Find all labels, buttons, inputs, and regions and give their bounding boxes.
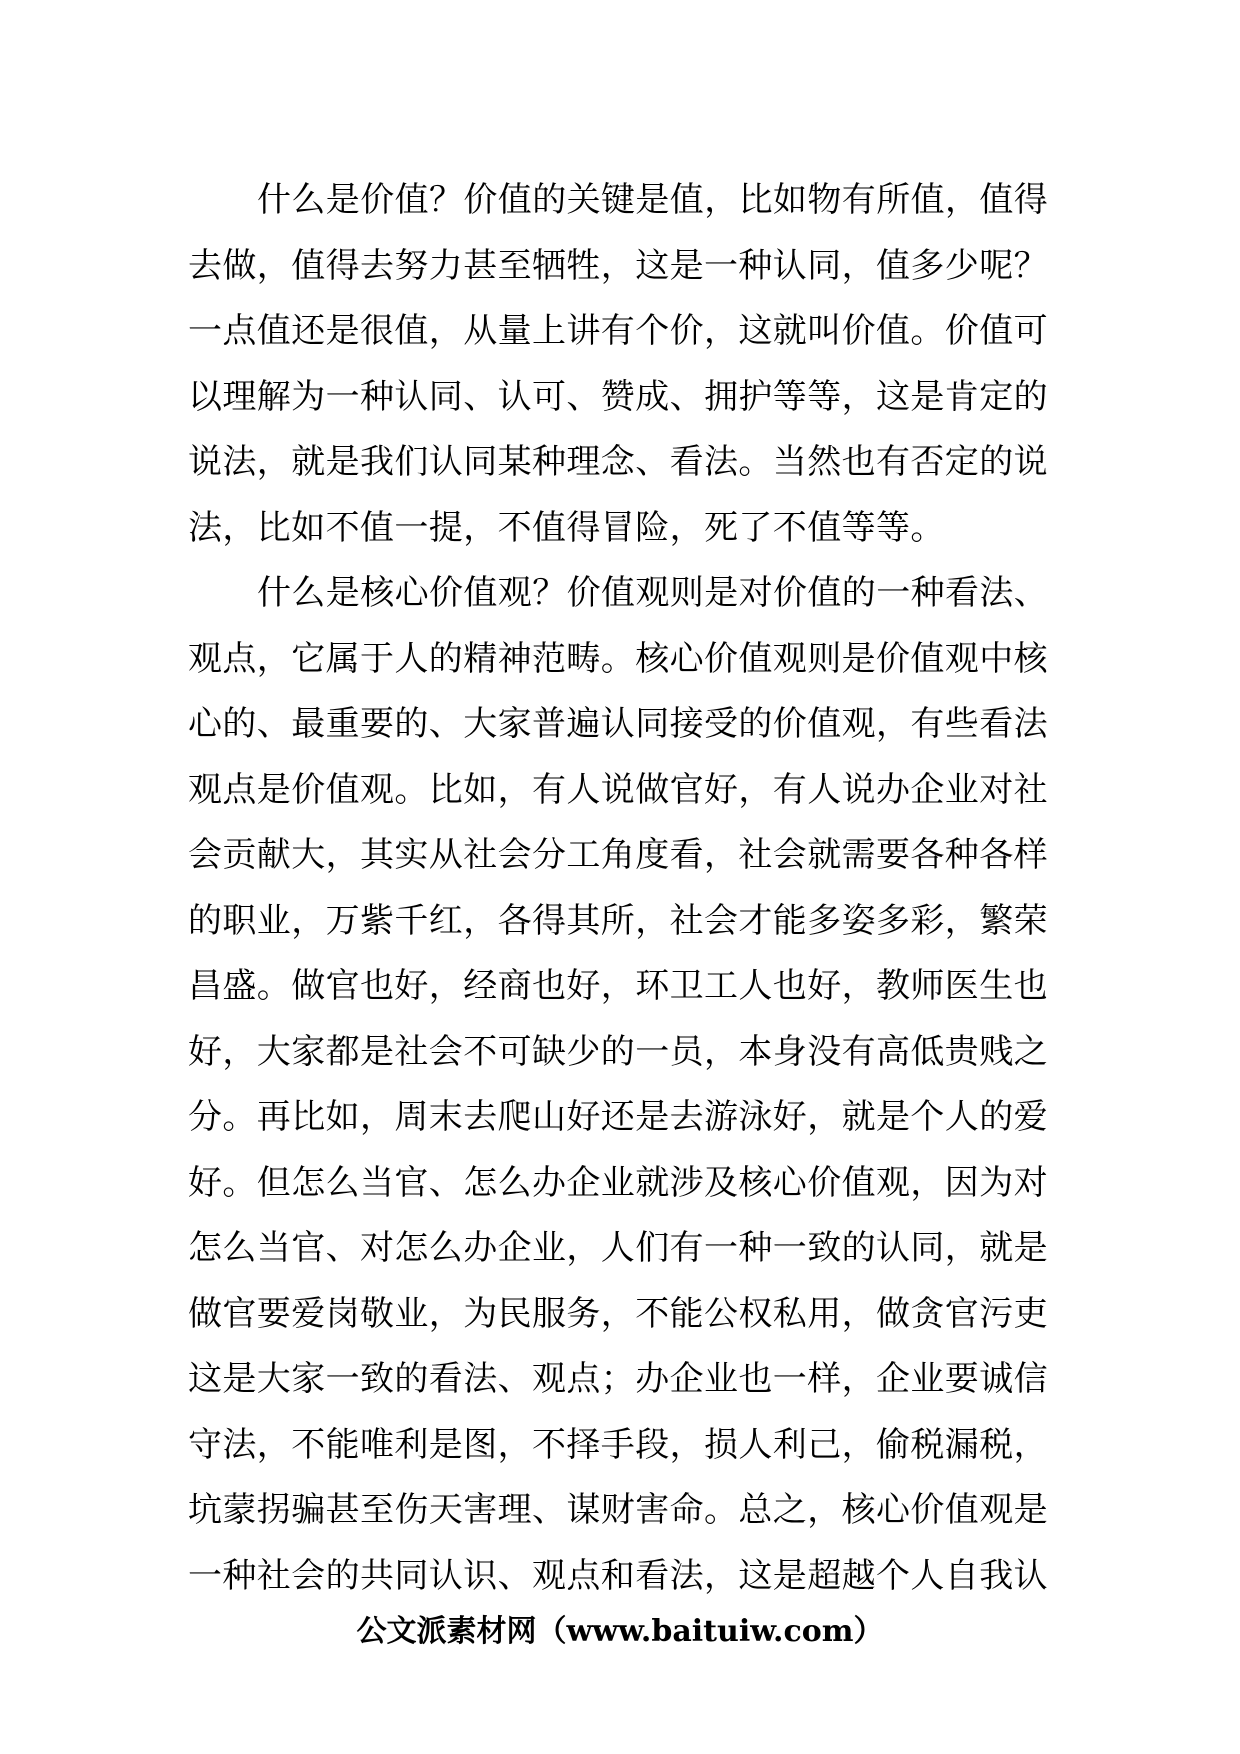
text-line: 坑蒙拐骗甚至伤天害理、谋财害命。总之，核心价值观是 xyxy=(188,1490,1048,1530)
text-line: 说法，就是我们认同某种理念、看法。当然也有否定的说 xyxy=(188,442,1048,482)
text-line: 这是大家一致的看法、观点；办企业也一样，企业要诚信 xyxy=(188,1359,1048,1399)
text-line: 好。但怎么当官、怎么办企业就涉及核心价值观，因为对 xyxy=(188,1162,1048,1203)
body-text xyxy=(188,168,1064,1609)
page-footer: 公文派素材网（www.baituiw.com） xyxy=(356,1614,884,1649)
text-line: 去做，值得去努力甚至牺牲，这是一种认同，值多少呢？ xyxy=(188,245,1048,286)
text-line: 做官要爱岗敬业，为民服务，不能公权私用，做贪官污吏 xyxy=(188,1293,1048,1334)
text-line: 怎么当官、对怎么办企业，人们有一种一致的认同，就是 xyxy=(188,1228,1048,1268)
text-line: 好，大家都是社会不可缺少的一员，本身没有高低贵贱之 xyxy=(188,1031,1048,1072)
text-line: 心的、最重要的、大家普遍认同接受的价值观，有些看法 xyxy=(188,704,1048,744)
text-line: 以理解为一种认同、认可、赞成、拥护等等，这是肯定的 xyxy=(188,376,1048,417)
text-line: 观点是价值观。比如，有人说做官好，有人说办企业对社 xyxy=(188,769,1048,810)
text-line: 一点值还是很值，从量上讲有个价，这就叫价值。价值可 xyxy=(188,311,1048,351)
paragraph-2 xyxy=(188,561,1064,1609)
paragraph-1 xyxy=(188,168,1064,561)
text-line: 什么是核心价值观？价值观则是对价值的一种看法、 xyxy=(257,573,1049,613)
text-line: 法，比如不值一提，不值得冒险，死了不值等等。 xyxy=(188,507,945,548)
text-line: 会贡献大，其实从社会分工角度看，社会就需要各种各样 xyxy=(188,835,1048,875)
text-line: 分。再比如，周末去爬山好还是去游泳好，就是个人的爱 xyxy=(188,1097,1048,1137)
text-line: 守法，不能唯利是图，不择手段，损人利己，偷税漏税， xyxy=(188,1424,1048,1465)
text-line: 的职业，万紫千红，各得其所，社会才能多姿多彩，繁荣 xyxy=(188,900,1048,941)
text-line: 什么是价值？价值的关键是值，比如物有所值，值得 xyxy=(257,180,1049,220)
text-line: 昌盛。做官也好，经商也好，环卫工人也好，教师医生也 xyxy=(188,966,1048,1006)
text-line: 观点，它属于人的精神范畴。核心价值观则是价值观中核 xyxy=(188,638,1048,679)
text-line: 一种社会的共同认识、观点和看法，这是超越个人自我认 xyxy=(188,1555,1048,1596)
